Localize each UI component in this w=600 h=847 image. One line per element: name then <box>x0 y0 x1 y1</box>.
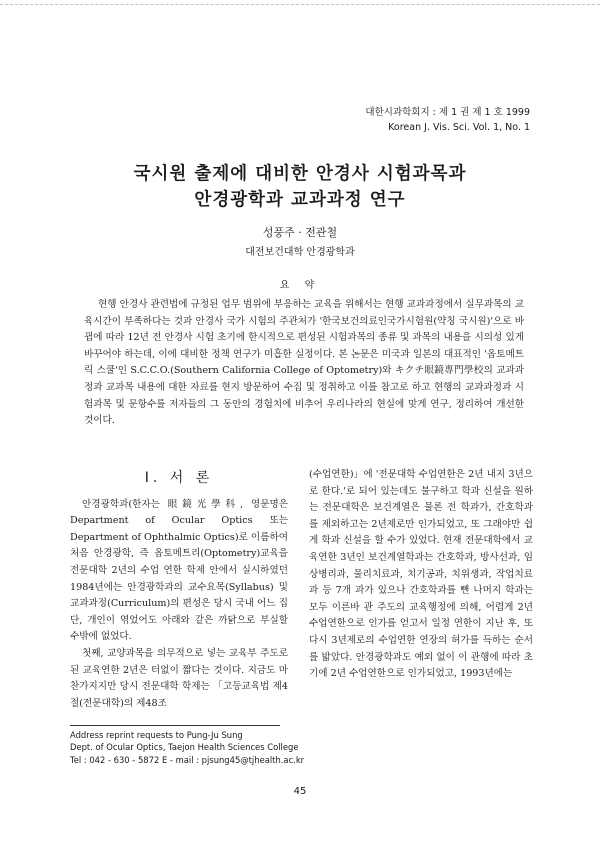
title-line-2: 안경광학과 교과과정 연구 <box>194 190 406 210</box>
scan-artifact-line <box>0 4 600 7</box>
abstract-text: 현행 안경사 관련법에 규정된 업무 범위에 부응하는 교육을 위해서는 현행 교과과정에서 실무과목의 교육시간이 부족하다는 것과 안경사 국가 시험의 주관처가 '한국보건의료인국가시험원(약칭 국시원)'으로 바뀜에 따라 12년 전 안경사 시험 초기에 한시적으로 편성된 시험과목의 종류 및 과목의 내용을 시의성 있게 바꾸어야 하는데, 이에 대비한 정책 연구가 미흡한 실정이다. 본 논문은 미국과 일본의 대표적인 '옵토메트릭 스쿨'인 S.C.C.O.(Southern California College of Optometry)와 キクチ眼鏡專門學校의 교과과정과 교과목 내용에 대한 자료를 현지 방문하여 수집 및 정취하고 이를 참고로 하고 현행의 교과과정과 시험과목 및 문항수를 저자들의 그 동안의 경험치에 비추어 우리나라의 현실에 맞게 연구, 정리하여 개선한 것이다. <box>84 299 524 427</box>
footnote-line: Address reprint requests to Pung-Ju Sung <box>70 730 243 740</box>
left-column <box>70 467 288 712</box>
section-heading: Ⅰ. 서 론 <box>144 470 214 486</box>
paragraph: (수업연한)」에 '전문대학 수업연한은 2년 내지 3년으로 한다.'로 되어 있는데도 불구하고 학과 신설을 원하는 전문대학은 보건계열은 물론 전 학과가, 간호학과를 제외하고는 2년제로만 인가되었고, 또 그래야만 쉽게 학과 신설을 할 수가 있었다. 현재 전문대학에서 교육연한 3년인 보건계열학과는 간호학과, 방사선과, 임상병리과, 물리치료과, 치기공과, 치위생과, 작업치료과 등 7개 과가 있으나 간호학과를 뺀 나머지 학과는 모두 이른바 관 주도의 교육행정에 의해, 어렵게 2년 수업연한으로 인가를 얻고서 일정 연한이 지난 후, 또다시 3년제로의 수업연한 연장의 허가를 득하는 순서를 밟았다. 안경광학과도 예외 없이 이 관행에 따라 초기에 2년 수업연한으로 인가되었고, 1993년에는 <box>309 469 533 680</box>
page-number: 45 <box>293 786 307 797</box>
paragraph: 첫째, 교양과목을 의무적으로 넣는 교육부 주도로 된 교육연한 2년은 터없이 짧다는 것이다. 지금도 마찬가지지만 당시 전문대학 학제는 「고등교육법 제4절(전문대학)의 제48조 <box>70 647 288 709</box>
paragraph: 안경광학과(한자는 眼鏡光學科, 영문명은 Department of Ocular Optics 또는 Department of Ophthalmic Optics)로 이름하여 처음 안경광학, 즉 옵토메트리(Optometry)교육을 전문대학 2년의 수업 연한 학제 안에서 실시하였던 1984년에는 안경광학과의 교수요목(Syllabus) 및 교과과정(Curriculum)의 편성은 당시 국내 어느 집단, 개인이 엮었어도 아래와 같은 까닭으로 부실할 수밖에 없었다. <box>70 498 288 643</box>
footnote-divider <box>70 725 280 726</box>
authors: 성풍주 · 전관철 <box>262 226 338 239</box>
footnote <box>70 729 304 766</box>
affiliation: 대전보건대학 안경광학과 <box>245 247 355 258</box>
footnote-line: Dept. of Ocular Optics, Taejon Health Sciences College <box>70 742 299 753</box>
title-line-1: 국시원 출제에 대비한 안경사 시험과목과 <box>133 164 467 184</box>
journal-english: Korean J. Vis. Sci. Vol. 1, No. 1 <box>388 122 530 133</box>
footnote-line: Tel : 042 - 630 - 5872 E - mail : pjsung45@tjhealth.ac.kr <box>70 754 305 765</box>
right-column <box>309 467 533 683</box>
journal-korean: 대한시과학회지 : 제 1 권 제 1 호 1999 <box>365 107 530 118</box>
abstract-heading: 요 약 <box>279 280 321 291</box>
journal-header <box>365 105 530 135</box>
